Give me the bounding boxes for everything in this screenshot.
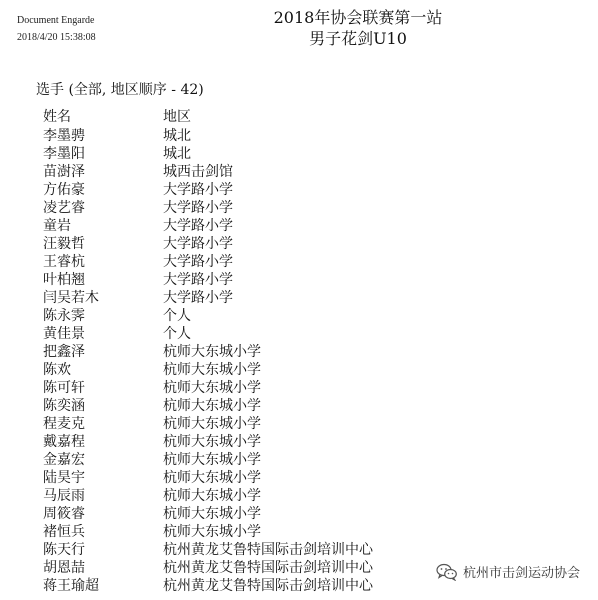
participant-region: 大学路小学: [163, 218, 233, 234]
participant-name: 童岩: [43, 218, 71, 234]
participant-name: 苗澍泽: [43, 164, 85, 180]
participant-region: 杭师大东城小学: [163, 488, 261, 504]
participant-name: 蒋王瑜超: [43, 578, 99, 594]
participant-region: 大学路小学: [163, 272, 233, 288]
participant-name: 方佑豪: [43, 182, 85, 198]
table-row: [43, 505, 463, 523]
table-row: [43, 235, 463, 253]
table-row: [43, 523, 463, 541]
participant-region: 大学路小学: [163, 182, 233, 198]
participant-name: 陈可轩: [43, 380, 85, 396]
participant-region: 大学路小学: [163, 254, 233, 270]
column-header-name: 姓名: [43, 109, 71, 125]
section-title: 选手 (全部, 地区顺序 - 42): [36, 82, 204, 98]
document-header-center: [258, 7, 458, 49]
table-row: [43, 325, 463, 343]
participant-region: 杭州黄龙艾鲁特国际击剑培训中心: [163, 560, 373, 576]
participant-name: 黄佳景: [43, 326, 85, 342]
table-row: [43, 307, 463, 325]
participant-name: 汪毅哲: [43, 236, 85, 252]
participant-name: 程麦克: [43, 416, 85, 432]
participant-region: 杭师大东城小学: [163, 344, 261, 360]
wechat-icon: [436, 563, 458, 581]
app-name: Document Engarde: [17, 15, 95, 26]
table-row: [43, 487, 463, 505]
table-row: [43, 559, 463, 577]
participant-region: 杭师大东城小学: [163, 362, 261, 378]
participant-name: 把鑫泽: [43, 344, 85, 360]
participant-name: 陆昊宇: [43, 470, 85, 486]
participant-region: 杭州黄龙艾鲁特国际击剑培训中心: [163, 542, 373, 558]
table-row: [43, 379, 463, 397]
participant-region: 大学路小学: [163, 290, 233, 306]
wechat-watermark: [434, 561, 582, 582]
event-subtitle: 男子花剑U10: [309, 29, 407, 48]
table-row: [43, 397, 463, 415]
participant-name: 陈奕涵: [43, 398, 85, 414]
participant-region: 杭师大东城小学: [163, 470, 261, 486]
event-title: 2018年协会联赛第一站: [273, 8, 443, 27]
participant-name: 李墨阳: [43, 146, 85, 162]
participants-table: [43, 108, 463, 595]
table-row: [43, 415, 463, 433]
table-row: [43, 181, 463, 199]
table-row: [43, 577, 463, 595]
participant-name: 叶柏翘: [43, 272, 85, 288]
participant-name: 褚恒兵: [43, 524, 85, 540]
table-row: [43, 199, 463, 217]
table-row: [43, 361, 463, 379]
table-row: [43, 289, 463, 307]
participant-name: 马辰雨: [43, 488, 85, 504]
table-row: [43, 541, 463, 559]
participant-region: 大学路小学: [163, 200, 233, 216]
table-row: [43, 145, 463, 163]
participant-region: 杭师大东城小学: [163, 506, 261, 522]
participant-region: 个人: [163, 326, 191, 342]
participant-region: 城北: [163, 128, 191, 144]
table-row: [43, 343, 463, 361]
participant-region: 大学路小学: [163, 236, 233, 252]
participant-region: 杭师大东城小学: [163, 524, 261, 540]
participant-name: 凌艺睿: [43, 200, 85, 216]
participant-name: 金嘉宏: [43, 452, 85, 468]
participant-name: 闫吴若木: [43, 290, 99, 306]
participant-name: 周筱睿: [43, 506, 85, 522]
table-row: [43, 271, 463, 289]
participant-name: 胡恩喆: [43, 560, 85, 576]
table-row: [43, 217, 463, 235]
table-header-row: [43, 108, 463, 126]
timestamp: 2018/4/20 15:38:08: [17, 32, 96, 43]
participant-region: 城北: [163, 146, 191, 162]
participant-region: 杭师大东城小学: [163, 380, 261, 396]
document-header-left: [17, 12, 96, 46]
table-row: [43, 163, 463, 181]
participant-name: 陈永霁: [43, 308, 85, 324]
participant-name: 陈欢: [43, 362, 71, 378]
participant-region: 杭师大东城小学: [163, 434, 261, 450]
participant-region: 杭州黄龙艾鲁特国际击剑培训中心: [163, 578, 373, 594]
table-row: [43, 433, 463, 451]
participant-name: 李墨骋: [43, 128, 85, 144]
participant-name: 戴嘉程: [43, 434, 85, 450]
watermark-text: 杭州市击剑运动协会: [462, 566, 580, 581]
table-row: [43, 451, 463, 469]
table-row: [43, 253, 463, 271]
table-row: [43, 127, 463, 145]
participant-region: 个人: [163, 308, 191, 324]
column-header-region: 地区: [163, 109, 191, 125]
table-row: [43, 469, 463, 487]
participant-name: 王睿杭: [43, 254, 85, 270]
participant-name: 陈天行: [43, 542, 85, 558]
participant-region: 杭师大东城小学: [163, 416, 261, 432]
participant-region: 杭师大东城小学: [163, 452, 261, 468]
participant-region: 杭师大东城小学: [163, 398, 261, 414]
participant-region: 城西击剑馆: [163, 164, 233, 180]
